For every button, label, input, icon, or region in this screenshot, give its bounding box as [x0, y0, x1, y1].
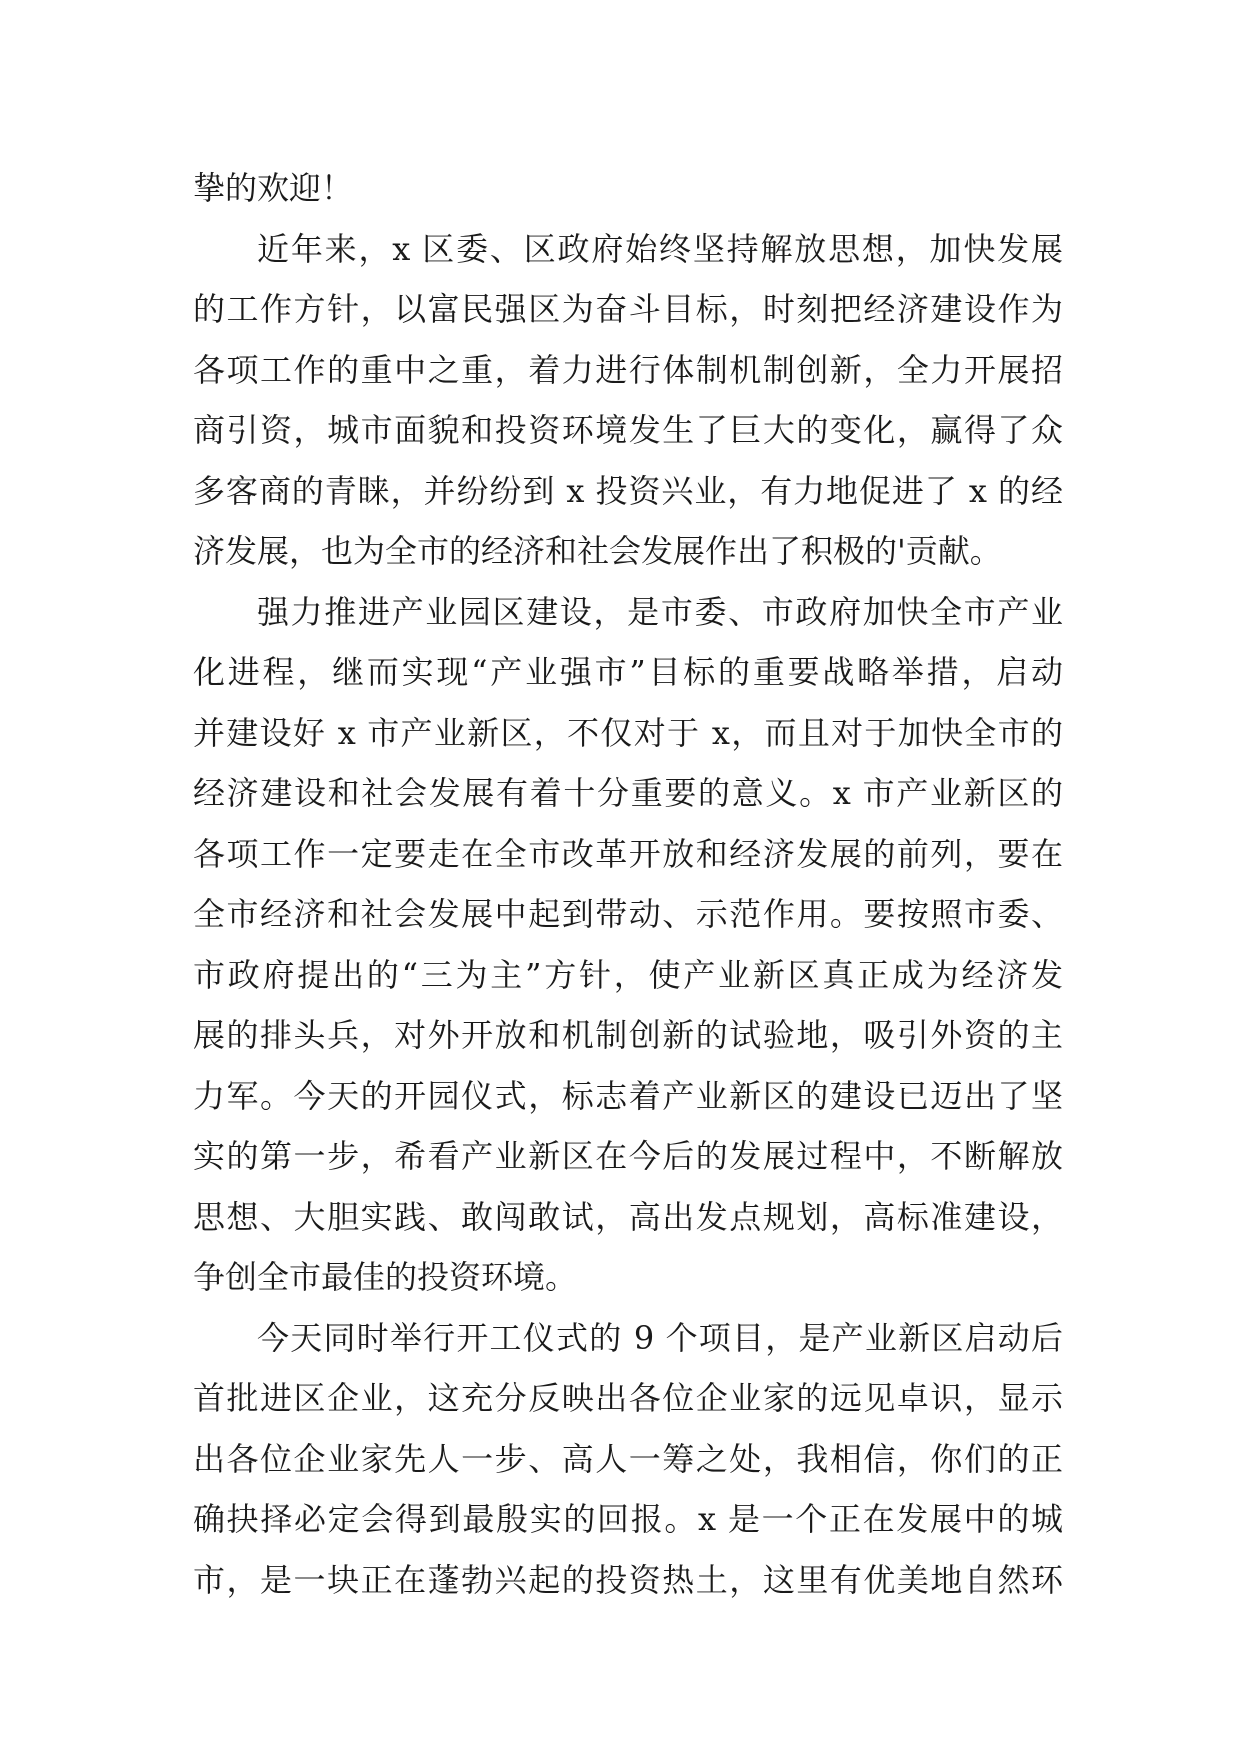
- text-line: 确抉择必定会得到最殷实的回报。x 是一个正在发展中的城: [193, 1500, 1063, 1538]
- text-line: 近年来，x 区委、区政府始终坚持解放思想，加快发展: [257, 229, 1063, 268]
- text-line: 市政府提出的“三为主”方针，使产业新区真正成为经济发: [193, 955, 1063, 994]
- text-line: 经济建设和社会发展有着十分重要的意义。x 市产业新区的: [193, 774, 1063, 812]
- text-line: 化进程，继而实现“产业强市”目标的重要战略举措，启动: [193, 653, 1063, 691]
- text-line: 挚的欢迎！: [193, 169, 354, 207]
- text-line: 商引资，城市面貌和投资环境发生了巨大的变化，赢得了众: [193, 411, 1063, 449]
- text-line: 济发展，也为全市的经济和社会发展作出了积极的'贡献。: [193, 532, 1002, 570]
- paragraph: [193, 219, 1063, 582]
- text-line: 各项工作一定要走在全市改革开放和经济发展的前列，要在: [193, 834, 1063, 873]
- paragraph: [193, 582, 1063, 1308]
- document-body: [193, 158, 1063, 1610]
- text-line: 市，是一块正在蓬勃兴起的投资热土，这里有优美地自然环: [193, 1560, 1063, 1599]
- text-line: 全市经济和社会发展中起到带动、示范作用。要按照市委、: [193, 895, 1063, 933]
- paragraph: [193, 1308, 1063, 1611]
- text-line: 思想、大胆实践、敢闯敢试，高出发点规划，高标准建设，: [193, 1197, 1063, 1236]
- paragraph: [193, 158, 1063, 219]
- text-line: 多客商的青睐，并纷纷到 x 投资兴业，有力地促进了 x 的经: [193, 471, 1063, 510]
- text-line: 力军。今天的开园仪式，标志着产业新区的建设已迈出了坚: [193, 1076, 1063, 1115]
- text-line: 各项工作的重中之重，着力进行体制机制创新，全力开展招: [193, 350, 1063, 389]
- text-line: 争创全市最佳的投资环境。: [193, 1258, 578, 1296]
- text-line: 实的第一步，希看产业新区在今后的发展过程中，不断解放: [193, 1137, 1063, 1175]
- text-line: 展的排头兵，对外开放和机制创新的试验地，吸引外资的主: [193, 1016, 1063, 1054]
- text-line: 强力推进产业园区建设，是市委、市政府加快全市产业: [257, 592, 1063, 631]
- text-line: 并建设好 x 市产业新区，不仅对于 x，而且对于加快全市的: [193, 713, 1063, 752]
- text-line: 今天同时举行开工仪式的 9 个项目，是产业新区启动后: [257, 1318, 1063, 1357]
- text-line: 的工作方针，以富民强区为奋斗目标，时刻把经济建设作为: [193, 290, 1063, 328]
- text-line: 首批进区企业，这充分反映出各位企业家的远见卓识，显示: [193, 1379, 1063, 1417]
- text-line: 出各位企业家先人一步、高人一筹之处，我相信，你们的正: [193, 1439, 1063, 1478]
